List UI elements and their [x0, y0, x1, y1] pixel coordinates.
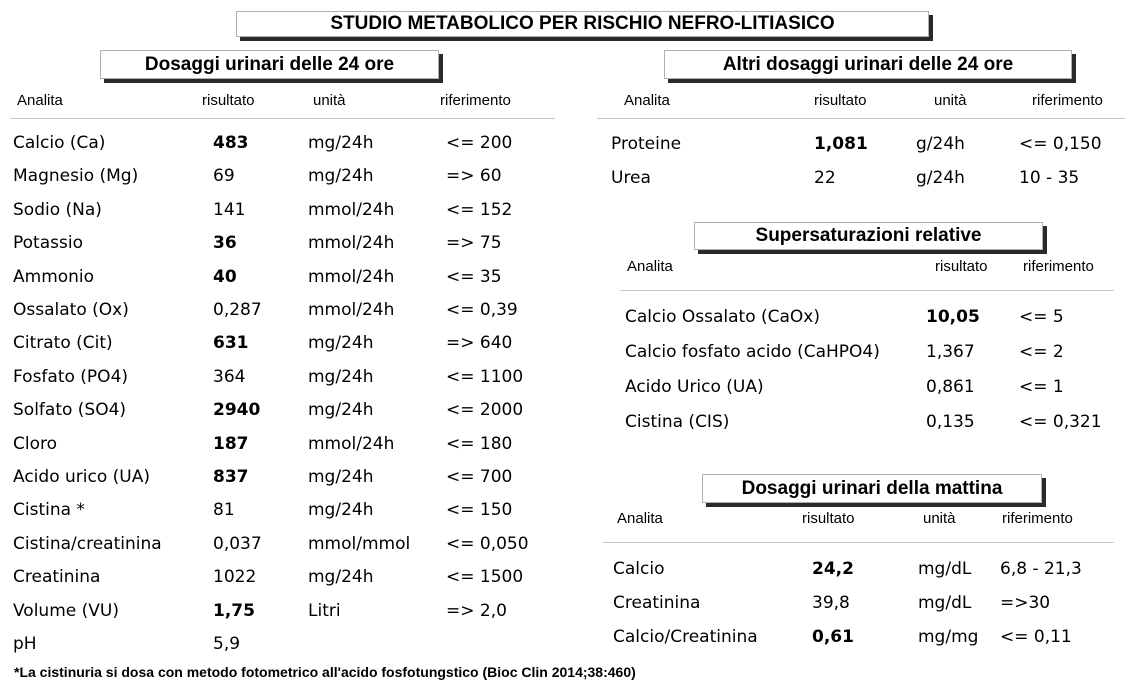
left-row-5-name: Ossalato (Ox) [13, 300, 129, 320]
super-row-0-result: 10,05 [926, 307, 980, 327]
altri-row-0-ref: <= 0,150 [1019, 134, 1102, 154]
altri-header-riferimento: riferimento [1032, 92, 1103, 109]
left-row-12-name: Cistina/creatinina [13, 533, 162, 554]
mattina-header-rule [603, 542, 1114, 543]
left-row-6-ref: => 640 [446, 333, 513, 354]
left-row-1-unit: mg/24h [308, 166, 374, 187]
left-row-5-unit: mmol/24h [308, 300, 395, 320]
left-header-rule [10, 118, 555, 119]
left-row-14-name: Volume (VU) [13, 600, 119, 621]
mattina-row-0-name: Calcio [613, 559, 665, 579]
altri-header-unita: unità [934, 92, 967, 109]
left-row-3-unit: mmol/24h [308, 233, 395, 254]
super-row-2-name: Acido Urico (UA) [625, 377, 764, 397]
mattina-row-0-ref: 6,8 - 21,3 [1000, 559, 1082, 579]
mattina-row-1-ref: =>30 [1000, 593, 1051, 613]
left-header-riferimento: riferimento [440, 92, 511, 109]
mattina-row-2-unit: mg/mg [918, 627, 979, 647]
mattina-header-riferimento: riferimento [1002, 510, 1073, 527]
altri-row-1-name: Urea [611, 168, 651, 188]
left-row-3-ref: => 75 [446, 233, 502, 254]
left-row-3-result: 36 [213, 233, 237, 254]
left-row-10-result: 837 [213, 467, 249, 487]
left-row-9-name: Cloro [13, 433, 58, 454]
altri-row-1-ref: 10 - 35 [1019, 168, 1080, 188]
mattina-row-1-result: 39,8 [812, 593, 850, 613]
mattina-row-1-name: Creatinina [613, 593, 701, 613]
super-row-2-result: 0,861 [926, 377, 975, 397]
altri-header-risultato: risultato [814, 92, 867, 109]
left-row-11-ref: <= 150 [446, 500, 513, 521]
left-header-unita: unità [313, 92, 346, 109]
altri-header-rule [597, 118, 1125, 119]
left-row-10-unit: mg/24h [308, 467, 374, 487]
altri-row-0-name: Proteine [611, 134, 682, 154]
left-row-7-ref: <= 1100 [446, 366, 524, 387]
left-row-5-ref: <= 0,39 [446, 300, 518, 320]
left-row-4-name: Ammonio [13, 266, 95, 287]
left-row-12-ref: <= 0,050 [446, 533, 529, 554]
mattina-row-1-unit: mg/dL [918, 593, 972, 613]
left-row-8-name: Solfato (SO4) [13, 400, 127, 421]
left-row-9-result: 187 [213, 433, 249, 454]
altri-row-1-result: 22 [814, 168, 836, 188]
altri-header-analita: Analita [624, 92, 670, 109]
altri-row-1-unit: g/24h [916, 168, 965, 188]
left-row-1-result: 69 [213, 166, 235, 187]
left-row-0-name: Calcio (Ca) [13, 133, 106, 153]
left-row-13-ref: <= 1500 [446, 567, 524, 588]
mattina-row-2-result: 0,61 [812, 627, 854, 647]
left-row-2-ref: <= 152 [446, 199, 513, 220]
left-row-1-ref: => 60 [446, 166, 502, 187]
left-row-15-result: 5,9 [213, 634, 241, 654]
mattina-row-2-ref: <= 0,11 [1000, 627, 1072, 647]
super-header-risultato: risultato [935, 258, 988, 275]
left-row-13-result: 1022 [213, 567, 257, 588]
super-row-0-ref: <= 5 [1019, 307, 1064, 327]
super-header-riferimento: riferimento [1023, 258, 1094, 275]
super-header-analita: Analita [627, 258, 673, 275]
super-row-0-name: Calcio Ossalato (CaOx) [625, 307, 821, 327]
left-row-0-result: 483 [213, 133, 249, 153]
left-row-4-result: 40 [213, 266, 237, 287]
left-row-12-result: 0,037 [213, 533, 262, 554]
main-title: STUDIO METABOLICO PER RISCHIO NEFRO-LITIASICO [236, 11, 929, 37]
left-row-4-unit: mmol/24h [308, 266, 395, 287]
super-row-1-name: Calcio fosfato acido (CaHPO4) [625, 342, 880, 362]
left-row-8-unit: mg/24h [308, 400, 374, 421]
left-row-8-ref: <= 2000 [446, 400, 524, 421]
mattina-row-0-unit: mg/dL [918, 559, 972, 579]
left-row-13-unit: mg/24h [308, 567, 374, 588]
left-row-11-result: 81 [213, 500, 235, 521]
altri-row-0-result: 1,081 [814, 134, 868, 154]
left-row-13-name: Creatinina [13, 567, 101, 588]
left-row-14-result: 1,75 [213, 600, 255, 621]
left-row-14-ref: => 2,0 [446, 600, 507, 621]
left-row-6-result: 631 [213, 333, 249, 354]
left-row-8-result: 2940 [213, 400, 261, 421]
super-row-1-result: 1,367 [926, 342, 975, 362]
footnote: *La cistinuria si dosa con metodo fotometrico all'acido fosfotungstico (Bioc Clin 2014;38:460) [14, 664, 636, 680]
left-row-2-result: 141 [213, 199, 246, 220]
mattina-row-2-name: Calcio/Creatinina [613, 627, 758, 647]
super-row-3-ref: <= 0,321 [1019, 412, 1102, 432]
super-row-3-name: Cistina (CIS) [625, 412, 730, 432]
left-row-15-name: pH [13, 634, 37, 654]
left-row-0-unit: mg/24h [308, 133, 374, 153]
left-row-2-name: Sodio (Na) [13, 199, 102, 220]
super-row-2-ref: <= 1 [1019, 377, 1064, 397]
super-row-3-result: 0,135 [926, 412, 975, 432]
left-row-10-ref: <= 700 [446, 467, 513, 487]
left-row-0-ref: <= 200 [446, 133, 513, 153]
left-row-12-unit: mmol/mmol [308, 533, 411, 554]
left-row-6-unit: mg/24h [308, 333, 374, 354]
super-row-1-ref: <= 2 [1019, 342, 1064, 362]
left-header-analita: Analita [17, 92, 63, 109]
section-title-altri: Altri dosaggi urinari delle 24 ore [664, 50, 1072, 79]
mattina-header-unita: unità [923, 510, 956, 527]
section-title-mattina: Dosaggi urinari della mattina [702, 474, 1042, 503]
left-row-10-name: Acido urico (UA) [13, 467, 150, 487]
super-header-rule [620, 290, 1114, 291]
section-title-24h: Dosaggi urinari delle 24 ore [100, 50, 439, 79]
mattina-row-0-result: 24,2 [812, 559, 854, 579]
left-row-4-ref: <= 35 [446, 266, 502, 287]
left-header-risultato: risultato [202, 92, 255, 109]
left-row-2-unit: mmol/24h [308, 199, 395, 220]
left-row-3-name: Potassio [13, 233, 83, 254]
altri-row-0-unit: g/24h [916, 134, 965, 154]
left-row-7-unit: mg/24h [308, 366, 374, 387]
left-row-9-unit: mmol/24h [308, 433, 395, 454]
left-row-6-name: Citrato (Cit) [13, 333, 113, 354]
section-title-super: Supersaturazioni relative [694, 222, 1043, 250]
left-row-7-name: Fosfato (PO4) [13, 366, 129, 387]
mattina-header-analita: Analita [617, 510, 663, 527]
mattina-header-risultato: risultato [802, 510, 855, 527]
left-row-7-result: 364 [213, 366, 246, 387]
left-row-9-ref: <= 180 [446, 433, 513, 454]
left-row-14-unit: Litri [308, 600, 341, 621]
left-row-11-name: Cistina * [13, 500, 85, 521]
left-row-5-result: 0,287 [213, 300, 262, 320]
left-row-11-unit: mg/24h [308, 500, 374, 521]
left-row-1-name: Magnesio (Mg) [13, 166, 139, 187]
